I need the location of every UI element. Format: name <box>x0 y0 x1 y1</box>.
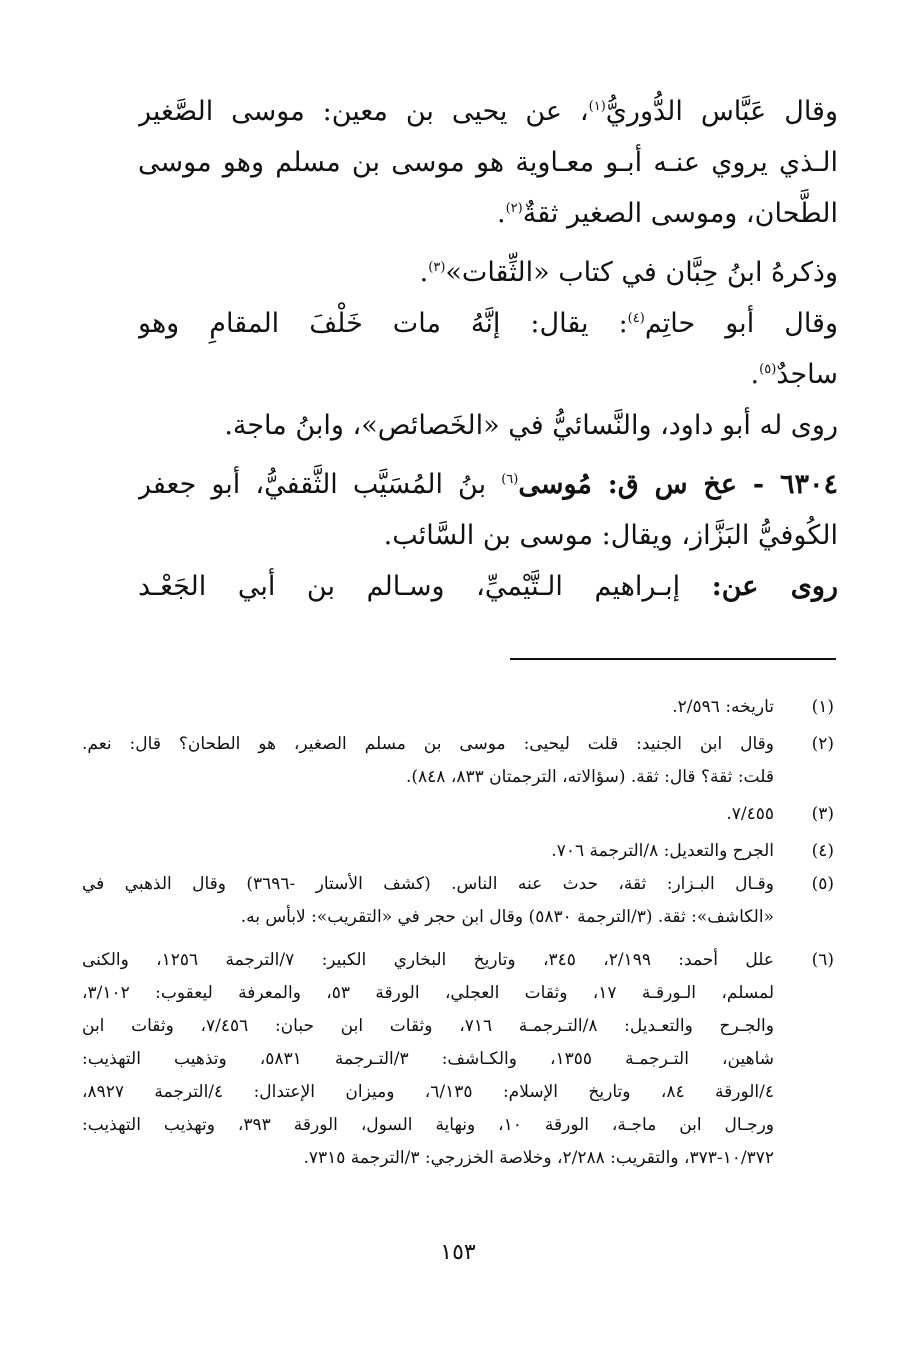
paragraph-1-line-2: الـذي يروي عنـه أبـو معـاوية هو موسى بن مسلم وهو موسى <box>138 147 838 178</box>
paragraph-3-line-2: ساجدٌ$^{(٥)}$. <box>750 359 838 390</box>
footnote-ref[interactable]: (١) <box>588 99 606 114</box>
footnote-separator <box>510 658 836 660</box>
footnote-ref[interactable]: (٦) <box>501 472 519 487</box>
footnote-ref[interactable]: (٢) <box>505 201 523 216</box>
entry-line-2: الكُوفيُّ البَزَّاز، ويقال: موسى بن السَّائب. <box>383 520 838 551</box>
footnote-number: (٣) <box>811 804 834 824</box>
footnote-ref[interactable]: (٥) <box>759 362 777 377</box>
footnote-line: قلت: ثقة؟ قال: ثقة. (سؤالاته، الترجمتان ٨٣٣، ٨٤٨). <box>405 767 774 787</box>
footnote-line: وقال ابن الجنيد: قلت ليحيى: موسى بن مسلم الصغير، هو الطحان؟ قال: نعم. <box>82 734 774 754</box>
footnote-line: وقـال البـزار: ثقة، حدث عنه الناس. (كشف الأستار -٣٦٩٦) وقال الذهبي في <box>82 874 774 894</box>
footnote-6 <box>82 944 834 1175</box>
footnote-line: «الكاشف»: ثقة. (٣/الترجمة ٥٨٣٠) وقال ابن حجر في «التقريب»: لابأس به. <box>240 907 774 927</box>
paragraph-1-line-1: وقال عَبَّاس الدُّوريُّ$^{(١)}$، عن يحيى بن معين: موسى الصَّغير <box>138 96 838 127</box>
footnote-line: ٧/٤٥٥. <box>726 804 774 824</box>
footnote-line: علل أحمد: ٢/١٩٩، ٣٤٥، وتاريخ البخاري الكبير: ٧/الترجمة ١٢٥٦، والكنى <box>82 950 774 970</box>
footnote-4 <box>82 835 834 868</box>
footnote-1 <box>82 691 834 724</box>
paragraph-4: روى له أبو داود، والنَّسائيُّ في «الخَصائص»، وابنُ ماجة. <box>224 410 838 441</box>
footnote-ref[interactable]: (٣) <box>428 260 446 275</box>
footnote-line: والجـرح والتعـديل: ٨/التـرجمـة ٧١٦، وثقات ابن حبان: ٧/٤٥٦، وثقات ابن <box>82 1016 774 1036</box>
paragraph-3-line-1: وقال أبو حاتِم$^{(٤)}$: يقال: إنَّهُ مات خَلْفَ المقامِ وهو <box>138 308 838 339</box>
paragraph-2: وذكرهُ ابنُ حِبَّان في كتاب «الثِّقات»$^{(٣)}$. <box>419 257 838 288</box>
main-text <box>138 86 838 612</box>
footnote-number: (٢) <box>811 734 834 754</box>
footnote-line: ١٠/٣٧٢-٣٧٣، والتقريب: ٢/٢٨٨، وخلاصة الخزرجي: ٣/الترجمة ٧٣١٥. <box>303 1148 774 1168</box>
footnote-3 <box>82 798 834 831</box>
narrates-from-label: روى عن: <box>711 571 838 602</box>
footnote-line: الجرح والتعديل: ٨/الترجمة ٧٠٦. <box>551 841 774 861</box>
footnote-line: تاريخه: ٢/٥٩٦. <box>672 697 774 717</box>
footnote-line: ورجـال ابن ماجـة، الورقة ١٠، ونهاية السول، الورقة ٣٩٣، وتهذيب التهذيب: <box>82 1115 774 1135</box>
footnote-line: شاهين، التـرجمـة ١٣٥٥، والكـاشف: ٣/التـرجمة ٥٨٣١، وتذهيب التهذيب: <box>82 1049 774 1069</box>
footnote-5 <box>82 868 834 934</box>
footnote-number: (٥) <box>811 874 834 894</box>
entry-number: ٦٣٠٤ - عخ س ق: مُوسى <box>518 469 838 500</box>
footnote-line: ٤/الورقة ٨٤، وتاريخ الإسلام: ٦/١٣٥، وميزان الإعتدال: ٤/الترجمة ٨٩٢٧، <box>82 1082 774 1102</box>
footnote-2 <box>82 728 834 794</box>
footnotes <box>82 691 834 1175</box>
footnote-number: (٤) <box>811 841 834 861</box>
footnote-number: (٦) <box>811 950 834 970</box>
page-number: ١٥٣ <box>440 1240 476 1265</box>
footnote-line: لمسلم، الـورقـة ١٧، وثقات العجلي، الورقة ٥٣، والمعرفة ليعقوب: ٣/١٠٢، <box>82 983 774 1003</box>
footnote-ref[interactable]: (٤) <box>627 311 645 326</box>
entry-line-3: روى عن: إبـراهيم الـتَّيْميِّ، وسـالم بن أبي الجَعْـد <box>138 571 838 602</box>
entry-heading-line: ٦٣٠٤ - عخ س ق: مُوسى$^{(٦)}$ بنُ المُسَيَّب الثَّقفيُّ، أبو جعفر <box>138 469 838 500</box>
paragraph-1-line-3: الطَّحان، وموسى الصغير ثقةٌ$^{(٢)}$. <box>497 198 838 229</box>
footnote-number: (١) <box>811 697 834 717</box>
